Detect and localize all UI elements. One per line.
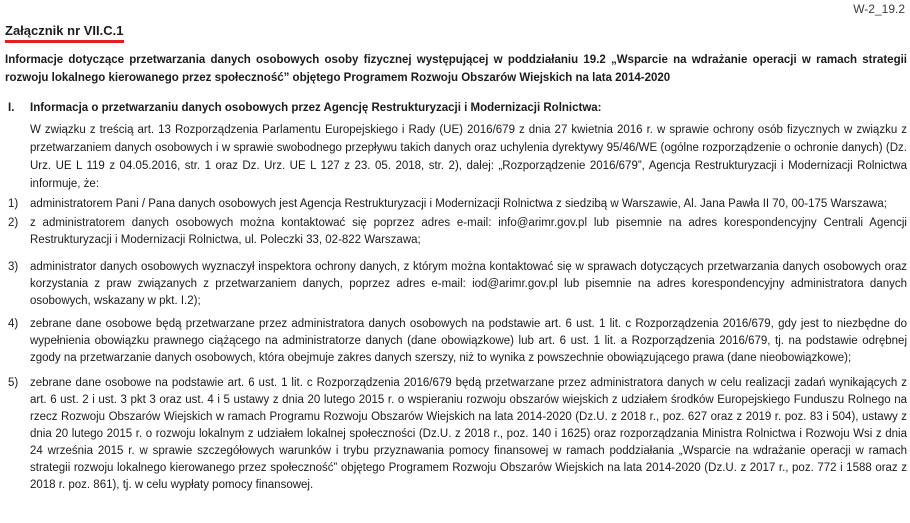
- list-item: [5, 259, 907, 310]
- list-item-text: administratorem Pani / Pana danych osobowych jest Agencja Restrukturyzacji i Modernizacji Rolnictwa z siedzibą w Warszawie, Al. Jana Pawła II 70, 00-175 Warszawa;: [30, 198, 887, 210]
- list-item-text: zebrane dane osobowe na podstawie art. 6 ust. 1 lit. c Rozporządzenia 2016/679 będą przetwarzane przez administratora danych w celu realizacji zadań wynikających z art. 6 ust. 2 i ust. 3 pkt 3 oraz ust. 4 i 5 ustawy z dnia 20 lutego 2015 r. o wspieraniu rozwoju obszarów wiejskich z udziałem środków Europejskiego Funduszu Rolnego na rzecz Rozwoju Obszarów Wiejskich w ramach Programu Rozwoju Obszarów Wiejskich na lata 2014-2020 (Dz.U. z 2018 r., poz. 627 oraz z 2019 r. poz. 83 i 504), ustawy z dnia 20 lutego 2015 r. o rozwoju lokalnym z udziałem lokalnej społeczności (Dz.U. z 2018 r., poz. 140 i 1625) oraz rozporządzania Ministra Rolnictwa i Rozwoju Wsi z dnia 24 września 2015 r. w sprawie szczegółowych warunków i trybu przyznawania pomocy finansowej w ramach poddziałania „Wsparcie na wdrażanie operacji w ramach strategii rozwoju lokalnego kierowanego przez społeczność” objętego Programem Rozwoju Obszarów Wiejskich na lata 2014-2020 (Dz.U. z 2017 r., poz. 772 i 1588 oraz z 2018 r. poz. 861), tj. w celu wypłaty pomocy finansowej.: [30, 377, 907, 491]
- list-item-text: administrator danych osobowych wyznaczył inspektora ochrony danych, z którym można kontaktować się w sprawach dotyczących przetwarzania danych osobowych oraz korzystania z praw związanych z przetwarzaniem danych, poprzez adres e-mail: iod@arimr.gov.pl lub pisemnie na adres korespondencyjny administratora danych osobowych, wskazany w pkt. I.2);: [30, 261, 907, 307]
- list-item-marker: 5): [8, 377, 19, 389]
- intro-paragraph: Informacje dotyczące przetwarzania danych osobowych osoby fizycznej występującej w poddziałaniu 19.2 „Wsparcie na wdrażanie operacji w ramach strategii rozwoju lokalnego kierowanego przez społeczność” objętego Programem Rozwoju Obszarów Wiejskich na lata 2014-2020: [5, 54, 907, 84]
- doc-form-code: W-2_19.2: [853, 2, 905, 16]
- section-heading: Informacja o przetwarzaniu danych osobowych przez Agencję Restrukturyzacji i Modernizacji Rolnictwa:: [30, 102, 602, 114]
- attachment-title-row: [5, 22, 907, 43]
- list-item-text: zebrane dane osobowe będą przetwarzane przez administratora danych osobowych na podstawie art. 6 ust. 1 lit. c Rozporządzenia 2016/679, gdy jest to niezbędne do wypełnienia obowiązku prawnego ciążącego na administratorze danych (dane obowiązkowe) lub art. 6 ust. 1 lit. a Rozporządzenia 2016/679, tj. na podstawie odrębnej zgody na przetwarzanie danych osobowych, która obejmuje zakres danych szerszy, niż to wynika z powszechnie obowiązującego prawa (dane nieobowiązkowe);: [30, 318, 907, 364]
- list-item-marker: 3): [8, 261, 19, 273]
- list-item: [5, 215, 907, 249]
- attachment-title: Załącznik nr VII.C.1: [5, 23, 124, 43]
- section-heading-row: [5, 99, 907, 117]
- section-paragraph: W związku z treścią art. 13 Rozporządzenia Parlamentu Europejskiego i Rady (UE) 2016/679 z dnia 27 kwietnia 2016 r. w sprawie ochrony osób fizycznych w związku z przetwarzaniem danych osobowych i w sprawie swobodnego przepływu takich danych oraz uchylenia dyrektywy 95/46/WE (ogólne rozporządzenie o ochronie danych) (Dz. Urz. UE L 119 z 04.05.2016, str. 1 oraz Dz. Urz. UE L 127 z 23. 05. 2018, str. 2), dalej: „Rozporządzenie 2016/679”, Agencja Restrukturyzacji i Modernizacji Rolnictwa informuje, że:: [30, 124, 907, 190]
- list-item: [5, 375, 907, 494]
- list-item-marker: 2): [8, 217, 19, 229]
- list-item-text: z administratorem danych osobowych można kontaktować się poprzez adres e-mail: info@arimr.gov.pl lub pisemnie na adres korespondencyjny Centrali Agencji Restrukturyzacji i Modernizacji Rolnictwa, ul. Poleczki 33, 02-822 Warszawa;: [30, 217, 907, 246]
- numbered-list: [5, 196, 907, 494]
- list-item-marker: 4): [8, 318, 19, 330]
- list-item: [5, 316, 907, 367]
- list-item-marker: 1): [8, 198, 19, 210]
- list-item: [5, 196, 907, 213]
- section-marker: I.: [8, 102, 15, 114]
